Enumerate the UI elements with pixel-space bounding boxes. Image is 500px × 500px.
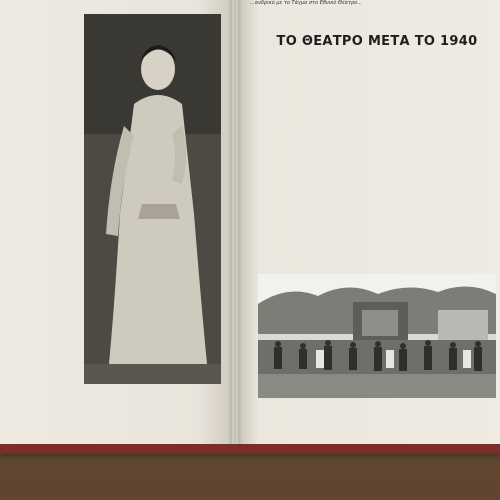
woman-portrait-icon [84, 14, 221, 384]
book-cover-edge [0, 444, 500, 454]
outdoor-theatre-crowd-icon [258, 274, 496, 398]
page-title: ΤΟ ΘΕΑΤΡΟ ΜΕΤΑ ΤΟ 1940 [276, 34, 478, 49]
right-top-caption: ...ανδρικό με το Τάγμα στο Εθνικό Θέατρο... [250, 0, 362, 6]
book-gutter [228, 0, 242, 446]
theatre-photo [258, 274, 496, 398]
portrait-image [84, 14, 221, 384]
left-page [0, 0, 232, 446]
